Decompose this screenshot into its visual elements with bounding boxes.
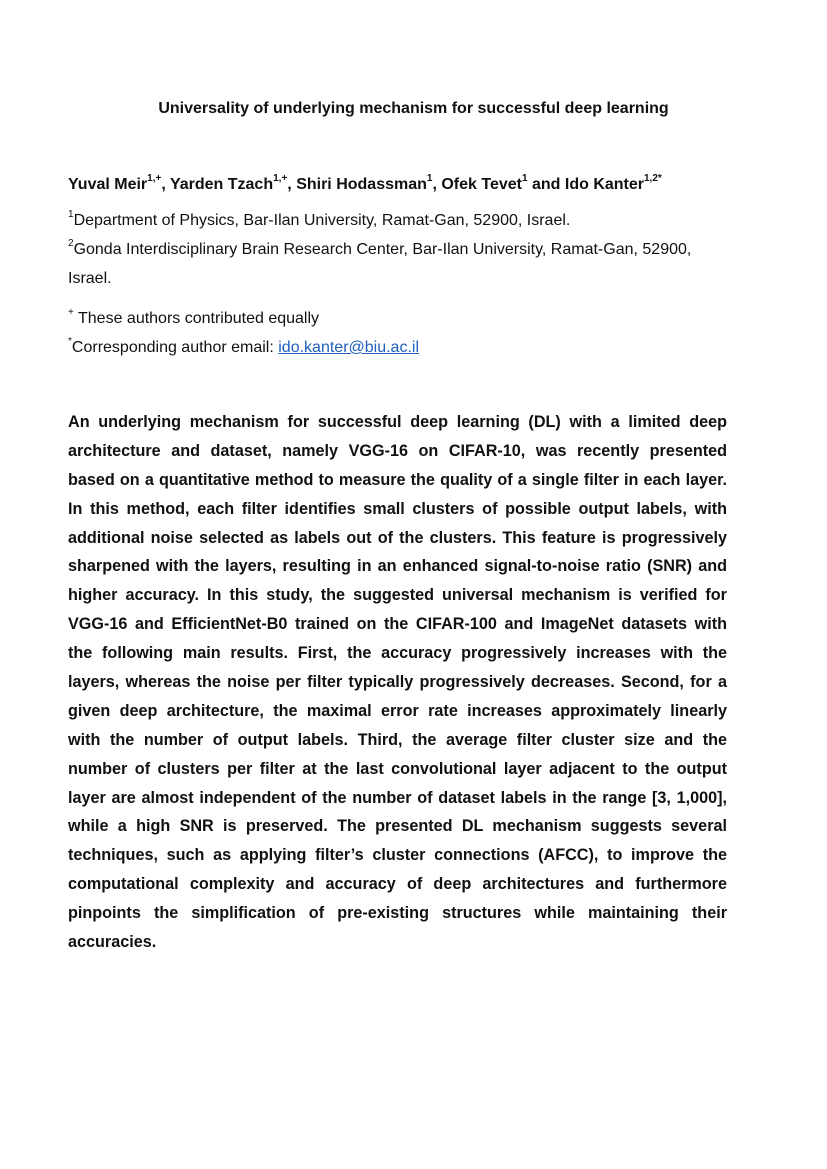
abstract-line: while a high SNR is preserved. The presented DL mechanism suggests several: [68, 817, 727, 836]
abstract-line: pinpoints the simplification of pre-existing structures while maintaining their: [68, 904, 727, 923]
affiliation-text: Gonda Interdisciplinary Brain Research Center, Bar-Ilan University, Ramat-Gan, 52900,: [73, 241, 692, 258]
corresponding-author-note: [68, 336, 420, 357]
abstract-line: with the number of output labels. Third, the average filter cluster size and the: [68, 730, 727, 749]
affiliation-2: [68, 238, 692, 259]
note-text: These authors contributed equally: [73, 310, 320, 327]
abstract-line: layer are almost independent of the number of dataset labels in the range [3, 1,000],: [68, 788, 727, 807]
abstract-line: the following main results. First, the accuracy progressively increases with the: [68, 644, 727, 663]
note-text: Corresponding author email:: [71, 339, 279, 356]
abstract-line: layers, whereas the noise per filter typically progressively decreases. Second, for a: [68, 673, 727, 692]
note-mark: +: [68, 307, 74, 318]
email-link[interactable]: ido.kanter@biu.ac.il: [278, 339, 420, 356]
abstract-line: based on a quantitative method to measure the quality of a single filter in each layer.: [68, 470, 727, 489]
note-mark: *: [68, 336, 72, 347]
abstract-line: additional noise selected as labels out of the clusters. This feature is progressively: [68, 528, 727, 547]
author-affiliation-mark: 1,2*: [644, 173, 662, 184]
abstract: [68, 408, 727, 957]
author-affiliation-mark: 1: [521, 173, 528, 184]
abstract-line: computational complexity and accuracy of deep architectures and furthermore: [68, 875, 727, 894]
abstract-line: architecture and dataset, namely VGG-16 on CIFAR-10, was recently presented: [68, 441, 727, 460]
affiliation-1: [68, 209, 571, 230]
author-name: Ofek Tevet: [441, 176, 522, 193]
abstract-line: techniques, such as applying filter’s cluster connections (AFCC), to improve the: [68, 846, 727, 865]
abstract-line: higher accuracy. In this study, the suggested universal mechanism is verified for: [68, 586, 727, 605]
affiliation-mark: 1: [68, 209, 74, 220]
abstract-line: In this method, each filter identifies small clusters of possible output labels, with: [68, 499, 727, 518]
author-affiliation-mark: 1,+: [273, 173, 288, 184]
abstract-line: given deep architecture, the maximal error rate increases approximately linearly: [68, 701, 727, 720]
author-separator: ,: [161, 176, 170, 193]
abstract-line: accuracies.: [68, 933, 157, 952]
affiliation-2-continued: Israel.: [68, 270, 112, 287]
author-name: Shiri Hodassman: [296, 176, 427, 193]
author-affiliation-mark: 1,+: [147, 173, 162, 184]
author-name: Yarden Tzach: [169, 176, 274, 193]
author-name: Yuval Meir: [68, 176, 148, 193]
author-name: Ido Kanter: [564, 176, 644, 193]
abstract-line: number of clusters per filter at the last convolutional layer adjacent to the output: [68, 759, 727, 778]
author-separator: ,: [432, 176, 442, 193]
abstract-line: sharpened with the layers, resulting in an enhanced signal-to-noise ratio (SNR) and: [68, 557, 727, 576]
author-affiliation-mark: 1: [426, 173, 433, 184]
abstract-line: VGG-16 and EfficientNet-B0 trained on the CIFAR-100 and ImageNet datasets with: [68, 615, 727, 634]
abstract-line: An underlying mechanism for successful deep learning (DL) with a limited deep: [68, 413, 727, 431]
author-list: [68, 173, 662, 194]
author-separator: ,: [287, 176, 297, 193]
author-separator: and: [527, 176, 565, 193]
affiliation-text: Department of Physics, Bar-Ilan University, Ramat-Gan, 52900, Israel.: [73, 212, 571, 229]
affiliation-mark: 2: [68, 238, 74, 249]
equal-contribution-note: [68, 307, 320, 328]
paper-title: Universality of underlying mechanism for successful deep learning: [158, 100, 669, 117]
